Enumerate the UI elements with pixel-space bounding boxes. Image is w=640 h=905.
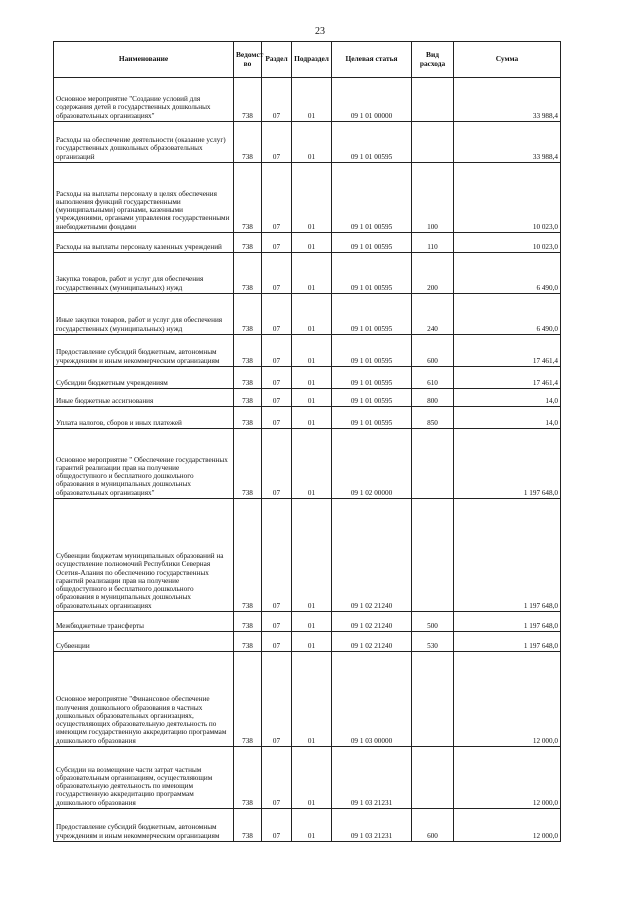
cell-ved: 738: [234, 652, 262, 747]
cell-razdel: 07: [262, 122, 292, 163]
cell-name: Межбюджетные трансферты: [54, 612, 234, 632]
cell-name: Расходы на выплаты персоналу казенных учреждений: [54, 233, 234, 253]
cell-summa: 1 197 648,0: [454, 499, 561, 612]
cell-summa: 10 023,0: [454, 233, 561, 253]
cell-summa: 12 000,0: [454, 809, 561, 842]
cell-vid: 800: [412, 389, 454, 407]
header-ved: Ведомст во: [234, 42, 262, 78]
table-row: [54, 335, 561, 367]
cell-summa: 33 988,4: [454, 78, 561, 122]
header-vid: Вид расхода: [412, 42, 454, 78]
cell-name: Закупка товаров, работ и услуг для обеспечения государственных (муниципальных) нужд: [54, 253, 234, 294]
table-row: [54, 78, 561, 122]
cell-razdel: 07: [262, 163, 292, 233]
table-row: [54, 632, 561, 652]
cell-celevaya: 09 1 01 00595: [332, 389, 412, 407]
cell-ved: 738: [234, 253, 262, 294]
cell-name: Субсидии бюджетным учреждениям: [54, 367, 234, 389]
cell-ved: 738: [234, 163, 262, 233]
budget-table: [53, 41, 561, 842]
cell-ved: 738: [234, 367, 262, 389]
cell-celevaya: 09 1 03 21231: [332, 809, 412, 842]
cell-ved: 738: [234, 632, 262, 652]
cell-razdel: 07: [262, 367, 292, 389]
cell-celevaya: 09 1 01 00595: [332, 233, 412, 253]
cell-name: Расходы на обеспечение деятельности (оказание услуг) государственных дошкольных образовательных организаций: [54, 122, 234, 163]
cell-summa: 12 000,0: [454, 747, 561, 809]
cell-name: Субсидии на возмещение части затрат частным образовательным организациям, осуществляющим образовательную деятельность по имеющим государственную аккредитацию программам дошкольного образования: [54, 747, 234, 809]
cell-summa: 17 461,4: [454, 335, 561, 367]
table-row: [54, 612, 561, 632]
cell-podrazdel: 01: [292, 233, 332, 253]
cell-vid: 100: [412, 163, 454, 233]
cell-ved: 738: [234, 78, 262, 122]
cell-podrazdel: 01: [292, 747, 332, 809]
cell-vid: 500: [412, 612, 454, 632]
cell-name: Основное мероприятие "Создание условий для содержания детей в государственных дошкольных образовательных организациях": [54, 78, 234, 122]
cell-razdel: 07: [262, 429, 292, 499]
table-row: [54, 407, 561, 429]
header-name: Наименование: [54, 42, 234, 78]
cell-razdel: 07: [262, 233, 292, 253]
cell-podrazdel: 01: [292, 429, 332, 499]
header-summa: Сумма: [454, 42, 561, 78]
cell-ved: 738: [234, 294, 262, 335]
cell-summa: 1 197 648,0: [454, 612, 561, 632]
cell-celevaya: 09 1 02 21240: [332, 499, 412, 612]
header-podrazdel: Подраздел: [292, 42, 332, 78]
table-row: [54, 429, 561, 499]
table-row: [54, 122, 561, 163]
cell-celevaya: 09 1 03 00000: [332, 652, 412, 747]
cell-summa: 33 988,4: [454, 122, 561, 163]
cell-summa: 10 023,0: [454, 163, 561, 233]
cell-vid: [412, 499, 454, 612]
cell-razdel: 07: [262, 747, 292, 809]
cell-name: Предоставление субсидий бюджетным, автономным учреждениям и иным некоммерческим организациям: [54, 809, 234, 842]
cell-ved: 738: [234, 407, 262, 429]
cell-vid: 600: [412, 335, 454, 367]
cell-podrazdel: 01: [292, 253, 332, 294]
cell-razdel: 07: [262, 809, 292, 842]
cell-vid: 530: [412, 632, 454, 652]
cell-podrazdel: 01: [292, 367, 332, 389]
cell-celevaya: 09 1 01 00595: [332, 367, 412, 389]
cell-razdel: 07: [262, 499, 292, 612]
cell-ved: 738: [234, 335, 262, 367]
cell-celevaya: 09 1 01 00595: [332, 253, 412, 294]
cell-podrazdel: 01: [292, 632, 332, 652]
cell-vid: 110: [412, 233, 454, 253]
cell-vid: [412, 78, 454, 122]
cell-vid: [412, 122, 454, 163]
header-celevaya: Целевая статья: [332, 42, 412, 78]
table-row: [54, 809, 561, 842]
cell-ved: 738: [234, 499, 262, 612]
cell-razdel: 07: [262, 389, 292, 407]
cell-podrazdel: 01: [292, 163, 332, 233]
cell-podrazdel: 01: [292, 78, 332, 122]
cell-ved: 738: [234, 429, 262, 499]
cell-name: Основное мероприятие "Финансовое обеспечение получения дошкольного образования в частных дошкольных образовательных организациях, осуществляющих образовательную деятельность по имеющим государственную аккредитацию программам дошкольного образования: [54, 652, 234, 747]
cell-celevaya: 09 1 02 21240: [332, 632, 412, 652]
cell-celevaya: 09 1 01 00595: [332, 407, 412, 429]
cell-celevaya: 09 1 01 00595: [332, 335, 412, 367]
cell-vid: 200: [412, 253, 454, 294]
cell-name: Основное мероприятие " Обеспечение государственных гарантий реализации прав на получение общедоступного и бесплатного дошкольного образования в муниципальных дошкольных образовательных организациях": [54, 429, 234, 499]
table-row: [54, 747, 561, 809]
cell-vid: [412, 652, 454, 747]
cell-podrazdel: 01: [292, 499, 332, 612]
cell-summa: 14,0: [454, 389, 561, 407]
cell-name: Иные закупки товаров, работ и услуг для обеспечения государственных (муниципальных) нужд: [54, 294, 234, 335]
cell-name: Субвенции бюджетам муниципальных образований на осуществление полномочий Республики Северная Осетия-Алания по обеспечению государственных гарантий реализации прав на получение общедоступного и бесплатного дошкольного образования в муниципальных дошкольных образовательных организациях: [54, 499, 234, 612]
header-razdel: Раздел: [262, 42, 292, 78]
cell-celevaya: 09 1 01 00000: [332, 78, 412, 122]
table-row: [54, 499, 561, 612]
cell-summa: 6 490,0: [454, 294, 561, 335]
cell-vid: 610: [412, 367, 454, 389]
table-row: [54, 367, 561, 389]
cell-summa: 14,0: [454, 407, 561, 429]
cell-razdel: 07: [262, 632, 292, 652]
cell-podrazdel: 01: [292, 389, 332, 407]
cell-ved: 738: [234, 122, 262, 163]
cell-razdel: 07: [262, 612, 292, 632]
cell-summa: 1 197 648,0: [454, 429, 561, 499]
cell-celevaya: 09 1 02 21240: [332, 612, 412, 632]
cell-name: Предоставление субсидий бюджетным, автономным учреждениям и иным некоммерческим организациям: [54, 335, 234, 367]
cell-ved: 738: [234, 612, 262, 632]
cell-summa: 6 490,0: [454, 253, 561, 294]
cell-celevaya: 09 1 01 00595: [332, 122, 412, 163]
table-row: [54, 652, 561, 747]
cell-ved: 738: [234, 233, 262, 253]
cell-ved: 738: [234, 747, 262, 809]
cell-podrazdel: 01: [292, 407, 332, 429]
cell-podrazdel: 01: [292, 612, 332, 632]
cell-podrazdel: 01: [292, 809, 332, 842]
cell-razdel: 07: [262, 294, 292, 335]
table-row: [54, 233, 561, 253]
cell-razdel: 07: [262, 253, 292, 294]
cell-celevaya: 09 1 01 00595: [332, 294, 412, 335]
cell-razdel: 07: [262, 335, 292, 367]
cell-name: Субвенции: [54, 632, 234, 652]
cell-celevaya: 09 1 03 21231: [332, 747, 412, 809]
table-row: [54, 253, 561, 294]
cell-podrazdel: 01: [292, 335, 332, 367]
cell-vid: [412, 429, 454, 499]
cell-razdel: 07: [262, 78, 292, 122]
cell-podrazdel: 01: [292, 652, 332, 747]
cell-razdel: 07: [262, 652, 292, 747]
cell-name: Расходы на выплаты персоналу в целях обеспечения выполнения функций государственными (муниципальными) органами, казенными учреждениями, органами управления государственными внебюджетными фондами: [54, 163, 234, 233]
table-row: [54, 294, 561, 335]
cell-podrazdel: 01: [292, 122, 332, 163]
table-header-row: [54, 42, 561, 78]
cell-vid: 600: [412, 809, 454, 842]
cell-celevaya: 09 1 01 00595: [332, 163, 412, 233]
cell-vid: 240: [412, 294, 454, 335]
cell-name: Уплата налогов, сборов и иных платежей: [54, 407, 234, 429]
cell-podrazdel: 01: [292, 294, 332, 335]
cell-summa: 1 197 648,0: [454, 632, 561, 652]
cell-summa: 17 461,4: [454, 367, 561, 389]
cell-vid: 850: [412, 407, 454, 429]
cell-ved: 738: [234, 809, 262, 842]
cell-vid: [412, 747, 454, 809]
cell-summa: 12 000,0: [454, 652, 561, 747]
cell-name: Иные бюджетные ассигнования: [54, 389, 234, 407]
cell-razdel: 07: [262, 407, 292, 429]
table-row: [54, 389, 561, 407]
cell-ved: 738: [234, 389, 262, 407]
page-number: 23: [315, 26, 325, 37]
table-row: [54, 163, 561, 233]
cell-celevaya: 09 1 02 00000: [332, 429, 412, 499]
